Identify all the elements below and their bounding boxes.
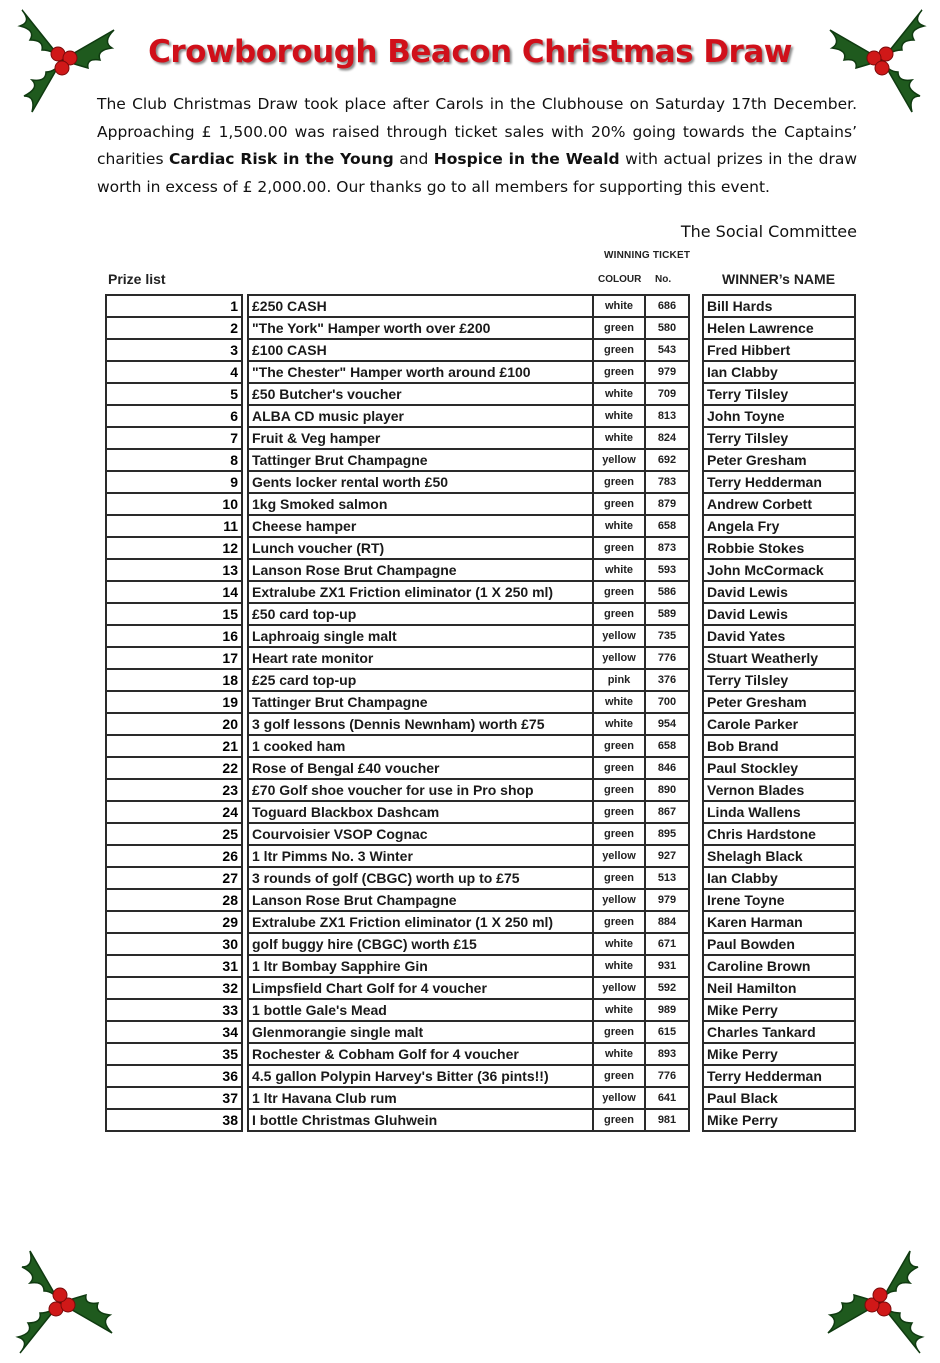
winner-name: Robbie Stokes xyxy=(703,537,855,559)
prize-description: 1 bottle Gale's Mead xyxy=(248,999,593,1021)
table-row xyxy=(106,427,689,449)
winner-table xyxy=(702,294,856,1132)
prize-description: 3 golf lessons (Dennis Newnham) worth £75 xyxy=(248,713,593,735)
winner-name: Fred Hibbert xyxy=(703,339,855,361)
prize-description: £50 Butcher's voucher xyxy=(248,383,593,405)
winner-name: Terry Tilsley xyxy=(703,383,855,405)
prize-description: Heart rate monitor xyxy=(248,647,593,669)
winner-name: Karen Harman xyxy=(703,911,855,933)
ticket-number: 893 xyxy=(645,1043,689,1065)
winner-name: John Toyne xyxy=(703,405,855,427)
prize-description: Extralube ZX1 Friction eliminator (1 X 250 ml) xyxy=(248,911,593,933)
ticket-number: 658 xyxy=(645,515,689,537)
prize-number: 36 xyxy=(106,1065,242,1087)
prize-number: 21 xyxy=(106,735,242,757)
ticket-number: 846 xyxy=(645,757,689,779)
ticket-colour: yellow xyxy=(593,845,645,867)
prize-number: 15 xyxy=(106,603,242,625)
table-row xyxy=(703,361,855,383)
prize-number: 26 xyxy=(106,845,242,867)
ticket-colour: white xyxy=(593,559,645,581)
prize-description: 3 rounds of golf (CBGC) worth up to £75 xyxy=(248,867,593,889)
table-row xyxy=(703,515,855,537)
table-row xyxy=(106,1109,689,1131)
ticket-number: 686 xyxy=(645,295,689,317)
prize-description: I bottle Christmas Gluhwein xyxy=(248,1109,593,1131)
table-row xyxy=(703,1043,855,1065)
colour-header: COLOUR xyxy=(598,274,642,285)
prize-description: £70 Golf shoe voucher for use in Pro shop xyxy=(248,779,593,801)
table-row xyxy=(703,669,855,691)
prize-number: 34 xyxy=(106,1021,242,1043)
prize-description: ALBA CD music player xyxy=(248,405,593,427)
table-row xyxy=(106,405,689,427)
prize-description: £50 card top-up xyxy=(248,603,593,625)
table-row xyxy=(703,559,855,581)
ticket-number: 641 xyxy=(645,1087,689,1109)
prize-number: 35 xyxy=(106,1043,242,1065)
prize-number: 28 xyxy=(106,889,242,911)
table-row xyxy=(106,361,689,383)
table-row xyxy=(703,493,855,515)
table-row xyxy=(106,955,689,977)
prize-description: Tattinger Brut Champagne xyxy=(248,691,593,713)
prize-table xyxy=(105,294,690,1132)
prize-number: 37 xyxy=(106,1087,242,1109)
table-row xyxy=(703,867,855,889)
table-row xyxy=(703,889,855,911)
ticket-number: 890 xyxy=(645,779,689,801)
prize-description: Glenmorangie single malt xyxy=(248,1021,593,1043)
prize-description: 1kg Smoked salmon xyxy=(248,493,593,515)
table-row xyxy=(703,317,855,339)
winner-name: Paul Bowden xyxy=(703,933,855,955)
winner-name: Caroline Brown xyxy=(703,955,855,977)
ticket-number: 954 xyxy=(645,713,689,735)
prize-description: Toguard Blackbox Dashcam xyxy=(248,801,593,823)
ticket-number: 979 xyxy=(645,361,689,383)
prize-number: 13 xyxy=(106,559,242,581)
table-row xyxy=(106,933,689,955)
prize-number: 19 xyxy=(106,691,242,713)
winner-name: Terry Hedderman xyxy=(703,1065,855,1087)
intro-text: with actual prizes in the draw worth in excess of £ 2,000.00. Our thanks go to all members for supporting this event. xyxy=(97,150,858,196)
winner-name: Charles Tankard xyxy=(703,1021,855,1043)
winner-name: Bob Brand xyxy=(703,735,855,757)
ticket-colour: white xyxy=(593,1043,645,1065)
table-row xyxy=(106,449,689,471)
prize-number: 4 xyxy=(106,361,242,383)
ticket-colour: green xyxy=(593,1109,645,1131)
holly-icon xyxy=(820,1243,940,1363)
table-row xyxy=(703,823,855,845)
table-row xyxy=(703,735,855,757)
ticket-colour: green xyxy=(593,1065,645,1087)
prize-number: 22 xyxy=(106,757,242,779)
ticket-colour: white xyxy=(593,405,645,427)
table-row xyxy=(106,735,689,757)
table-row xyxy=(106,823,689,845)
prize-number: 5 xyxy=(106,383,242,405)
table-row xyxy=(106,493,689,515)
ticket-number: 776 xyxy=(645,647,689,669)
prize-number: 29 xyxy=(106,911,242,933)
ticket-colour: white xyxy=(593,295,645,317)
table-row xyxy=(106,691,689,713)
charity-name: Hospice in the Weald xyxy=(433,150,620,168)
winner-name: Stuart Weatherly xyxy=(703,647,855,669)
table-row xyxy=(703,845,855,867)
table-row xyxy=(106,1021,689,1043)
table-row xyxy=(703,537,855,559)
page-title: Crowborough Beacon Christmas Draw xyxy=(148,34,792,70)
ticket-colour: green xyxy=(593,339,645,361)
table-row xyxy=(703,801,855,823)
ticket-colour: yellow xyxy=(593,647,645,669)
winner-name: Bill Hards xyxy=(703,295,855,317)
table-row xyxy=(703,581,855,603)
ticket-colour: white xyxy=(593,999,645,1021)
signoff: The Social Committee xyxy=(680,222,857,241)
ticket-number: 376 xyxy=(645,669,689,691)
prize-description: Fruit & Veg hamper xyxy=(248,427,593,449)
table-row xyxy=(703,1087,855,1109)
ticket-number: 873 xyxy=(645,537,689,559)
prize-number: 9 xyxy=(106,471,242,493)
ticket-number: 700 xyxy=(645,691,689,713)
ticket-colour: green xyxy=(593,603,645,625)
ticket-colour: green xyxy=(593,317,645,339)
table-row xyxy=(106,779,689,801)
ticket-colour: white xyxy=(593,713,645,735)
prize-number: 10 xyxy=(106,493,242,515)
prize-number: 30 xyxy=(106,933,242,955)
intro-paragraph xyxy=(97,91,857,201)
ticket-colour: white xyxy=(593,933,645,955)
ticket-colour: yellow xyxy=(593,449,645,471)
ticket-colour: green xyxy=(593,361,645,383)
prize-description: "The Chester" Hamper worth around £100 xyxy=(248,361,593,383)
ticket-number: 979 xyxy=(645,889,689,911)
prize-number: 25 xyxy=(106,823,242,845)
ticket-colour: green xyxy=(593,823,645,845)
prize-number: 33 xyxy=(106,999,242,1021)
prize-description: 1 cooked ham xyxy=(248,735,593,757)
table-row xyxy=(106,581,689,603)
charity-name: Cardiac Risk in the Young xyxy=(168,150,394,168)
ticket-colour: yellow xyxy=(593,1087,645,1109)
ticket-number: 580 xyxy=(645,317,689,339)
table-row xyxy=(106,911,689,933)
prize-list-header: Prize list xyxy=(108,271,166,287)
table-row xyxy=(703,1021,855,1043)
winner-name: Paul Black xyxy=(703,1087,855,1109)
prize-description: Lanson Rose Brut Champagne xyxy=(248,889,593,911)
winner-name: Vernon Blades xyxy=(703,779,855,801)
prize-description: £250 CASH xyxy=(248,295,593,317)
prize-number: 20 xyxy=(106,713,242,735)
table-row xyxy=(106,383,689,405)
table-row xyxy=(703,757,855,779)
prize-description: Laphroaig single malt xyxy=(248,625,593,647)
prize-description: Extralube ZX1 Friction eliminator (1 X 250 ml) xyxy=(248,581,593,603)
winner-name: Irene Toyne xyxy=(703,889,855,911)
prize-description: £100 CASH xyxy=(248,339,593,361)
table-row xyxy=(703,647,855,669)
ticket-number: 586 xyxy=(645,581,689,603)
ticket-number: 692 xyxy=(645,449,689,471)
prize-number: 6 xyxy=(106,405,242,427)
ticket-colour: white xyxy=(593,383,645,405)
ticket-number: 593 xyxy=(645,559,689,581)
table-row xyxy=(703,1065,855,1087)
table-row xyxy=(106,471,689,493)
ticket-colour: yellow xyxy=(593,889,645,911)
ticket-number: 927 xyxy=(645,845,689,867)
table-row xyxy=(106,317,689,339)
ticket-colour: green xyxy=(593,735,645,757)
ticket-number: 783 xyxy=(645,471,689,493)
table-row xyxy=(703,999,855,1021)
winner-name: John McCormack xyxy=(703,559,855,581)
intro-text: The Club Christmas Draw took place after Carols in the Clubhouse on Saturday 17th December. Approaching £ 1,500.00 was raised through ticket sales with 20% going towards the Captains’ charities xyxy=(97,95,857,168)
ticket-number: 592 xyxy=(645,977,689,999)
prize-number: 7 xyxy=(106,427,242,449)
ticket-number: 658 xyxy=(645,735,689,757)
prize-description: £25 card top-up xyxy=(248,669,593,691)
prize-number: 23 xyxy=(106,779,242,801)
ticket-number: 589 xyxy=(645,603,689,625)
ticket-number: 615 xyxy=(645,1021,689,1043)
ticket-colour: green xyxy=(593,493,645,515)
prize-number: 32 xyxy=(106,977,242,999)
ticket-number: 824 xyxy=(645,427,689,449)
table-row xyxy=(703,383,855,405)
winning-ticket-header: WINNING TICKET xyxy=(604,250,691,261)
winner-name: Terry Hedderman xyxy=(703,471,855,493)
prize-description: Gents locker rental worth £50 xyxy=(248,471,593,493)
table-row xyxy=(703,1109,855,1131)
winner-name: Ian Clabby xyxy=(703,361,855,383)
table-row xyxy=(106,295,689,317)
table-row xyxy=(703,603,855,625)
winner-name: David Lewis xyxy=(703,581,855,603)
winner-name: Linda Wallens xyxy=(703,801,855,823)
ticket-colour: green xyxy=(593,471,645,493)
prize-description: Courvoisier VSOP Cognac xyxy=(248,823,593,845)
winner-name: Mike Perry xyxy=(703,999,855,1021)
prize-number: 24 xyxy=(106,801,242,823)
ticket-number: 543 xyxy=(645,339,689,361)
table-row xyxy=(106,889,689,911)
table-row xyxy=(106,713,689,735)
ticket-colour: white xyxy=(593,515,645,537)
prize-number: 11 xyxy=(106,515,242,537)
table-row xyxy=(106,647,689,669)
prize-number: 38 xyxy=(106,1109,242,1131)
ticket-number: 879 xyxy=(645,493,689,515)
winner-name: Mike Perry xyxy=(703,1043,855,1065)
prize-number: 3 xyxy=(106,339,242,361)
prize-description: Rochester & Cobham Golf for 4 voucher xyxy=(248,1043,593,1065)
winner-name: Peter Gresham xyxy=(703,691,855,713)
ticket-colour: white xyxy=(593,691,645,713)
prize-description: Limpsfield Chart Golf for 4 voucher xyxy=(248,977,593,999)
prize-description: Lanson Rose Brut Champagne xyxy=(248,559,593,581)
prize-number: 12 xyxy=(106,537,242,559)
winner-name: Angela Fry xyxy=(703,515,855,537)
table-row xyxy=(106,1087,689,1109)
winner-header: WINNER’s NAME xyxy=(722,271,836,287)
prize-number: 18 xyxy=(106,669,242,691)
winner-name: David Yates xyxy=(703,625,855,647)
table-row xyxy=(106,603,689,625)
ticket-number: 989 xyxy=(645,999,689,1021)
prize-number: 17 xyxy=(106,647,242,669)
table-row xyxy=(703,427,855,449)
ticket-colour: green xyxy=(593,1021,645,1043)
table-row xyxy=(703,911,855,933)
table-row xyxy=(703,713,855,735)
ticket-colour: green xyxy=(593,537,645,559)
table-row xyxy=(703,779,855,801)
prize-number: 8 xyxy=(106,449,242,471)
prize-number: 27 xyxy=(106,867,242,889)
winner-name: Terry Tilsley xyxy=(703,669,855,691)
winner-name: Andrew Corbett xyxy=(703,493,855,515)
table-row xyxy=(106,757,689,779)
prize-description: Rose of Bengal £40 voucher xyxy=(248,757,593,779)
table-row xyxy=(703,295,855,317)
ticket-number: 867 xyxy=(645,801,689,823)
table-row xyxy=(106,999,689,1021)
winner-name: Carole Parker xyxy=(703,713,855,735)
ticket-colour: pink xyxy=(593,669,645,691)
prize-number: 2 xyxy=(106,317,242,339)
ticket-colour: white xyxy=(593,955,645,977)
winner-name: David Lewis xyxy=(703,603,855,625)
table-row xyxy=(106,801,689,823)
prize-description: Lunch voucher (RT) xyxy=(248,537,593,559)
ticket-number: 513 xyxy=(645,867,689,889)
holly-icon xyxy=(0,1243,120,1363)
ticket-number: 671 xyxy=(645,933,689,955)
ticket-colour: green xyxy=(593,867,645,889)
table-row xyxy=(106,1043,689,1065)
table-row xyxy=(703,471,855,493)
ticket-number: 813 xyxy=(645,405,689,427)
ticket-number: 709 xyxy=(645,383,689,405)
prize-description: 4.5 gallon Polypin Harvey's Bitter (36 pints!!) xyxy=(248,1065,593,1087)
winner-name: Shelagh Black xyxy=(703,845,855,867)
table-row xyxy=(703,977,855,999)
winner-name: Chris Hardstone xyxy=(703,823,855,845)
prize-number: 31 xyxy=(106,955,242,977)
ticket-number: 776 xyxy=(645,1065,689,1087)
ticket-colour: green xyxy=(593,911,645,933)
ticket-number: 735 xyxy=(645,625,689,647)
ticket-colour: yellow xyxy=(593,625,645,647)
table-row xyxy=(703,339,855,361)
winner-name: Mike Perry xyxy=(703,1109,855,1131)
ticket-colour: white xyxy=(593,427,645,449)
table-row xyxy=(106,625,689,647)
winner-name: Helen Lawrence xyxy=(703,317,855,339)
ticket-number: 931 xyxy=(645,955,689,977)
table-row xyxy=(106,559,689,581)
ticket-number: 895 xyxy=(645,823,689,845)
ticket-colour: yellow xyxy=(593,977,645,999)
prize-description: 1 ltr Havana Club rum xyxy=(248,1087,593,1109)
winner-name: Paul Stockley xyxy=(703,757,855,779)
table-row xyxy=(106,1065,689,1087)
table-row xyxy=(703,405,855,427)
ticket-colour: green xyxy=(593,801,645,823)
prize-description: Cheese hamper xyxy=(248,515,593,537)
intro-text: and xyxy=(393,150,434,168)
table-row xyxy=(703,691,855,713)
number-header: No. xyxy=(655,274,672,285)
ticket-number: 981 xyxy=(645,1109,689,1131)
winner-name: Peter Gresham xyxy=(703,449,855,471)
table-row xyxy=(106,977,689,999)
winner-name: Terry Tilsley xyxy=(703,427,855,449)
table-row xyxy=(703,955,855,977)
table-row xyxy=(106,845,689,867)
table-row xyxy=(106,537,689,559)
prize-description: 1 ltr Pimms No. 3 Winter xyxy=(248,845,593,867)
ticket-colour: green xyxy=(593,757,645,779)
prize-number: 14 xyxy=(106,581,242,603)
prize-description: golf buggy hire (CBGC) worth £15 xyxy=(248,933,593,955)
table-row xyxy=(106,669,689,691)
winner-name: Ian Clabby xyxy=(703,867,855,889)
table-row xyxy=(703,933,855,955)
prize-description: 1 ltr Bombay Sapphire Gin xyxy=(248,955,593,977)
table-row xyxy=(703,625,855,647)
prize-description: Tattinger Brut Champagne xyxy=(248,449,593,471)
table-row xyxy=(106,339,689,361)
winner-name: Neil Hamilton xyxy=(703,977,855,999)
table-row xyxy=(703,449,855,471)
prize-description: "The York" Hamper worth over £200 xyxy=(248,317,593,339)
table-row xyxy=(106,867,689,889)
table-row xyxy=(106,515,689,537)
prize-number: 16 xyxy=(106,625,242,647)
prize-number: 1 xyxy=(106,295,242,317)
ticket-number: 884 xyxy=(645,911,689,933)
ticket-colour: green xyxy=(593,779,645,801)
ticket-colour: green xyxy=(593,581,645,603)
